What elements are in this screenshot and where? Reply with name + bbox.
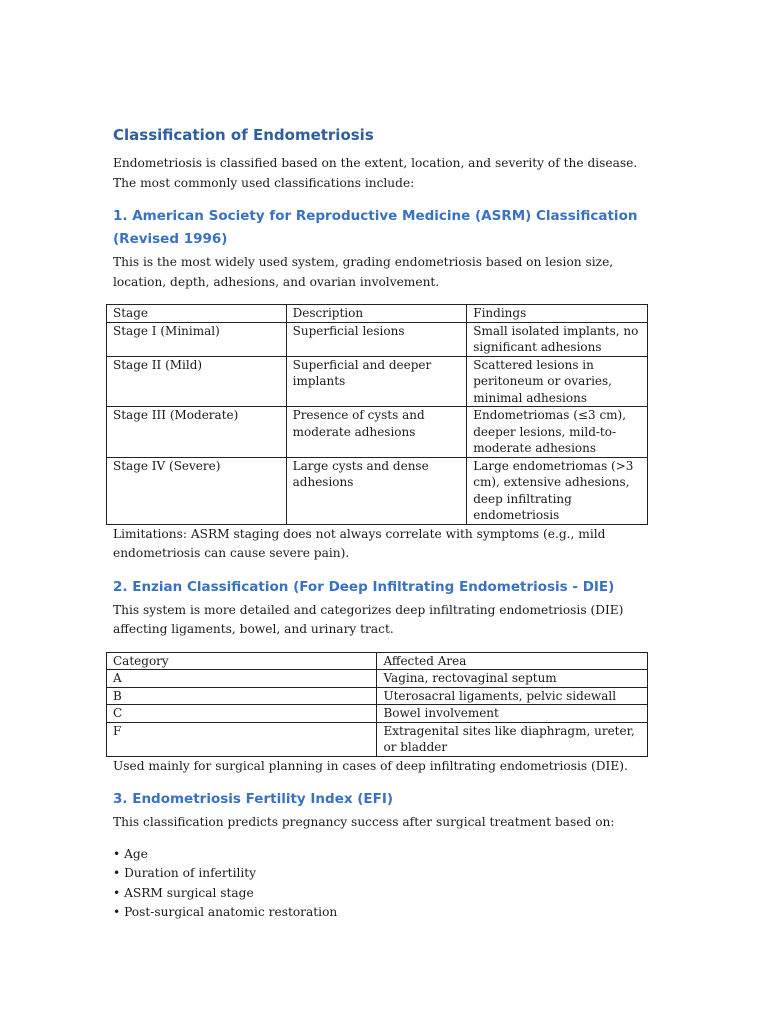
table-cell: B	[107, 687, 377, 705]
table-cell: A	[107, 670, 377, 688]
table-row	[107, 722, 648, 756]
table-row	[107, 407, 648, 458]
table-cell: Stage I (Minimal)	[107, 322, 287, 356]
table-cell: Superficial lesions	[286, 322, 467, 356]
efi-heading: 3. Endometriosis Fertility Index (EFI)	[113, 791, 394, 807]
table-cell: Stage II (Mild)	[107, 356, 287, 407]
list-item: • Age	[113, 845, 653, 865]
enzian-description: This system is more detailed and categorizes deep infiltrating endometriosis (DIE) affecting ligaments, bowel, and urinary tract.	[113, 602, 624, 636]
table-cell: Uterosacral ligaments, pelvic sidewall	[377, 687, 648, 705]
table-row	[107, 705, 648, 723]
table-header-cell: Findings	[467, 305, 648, 323]
enzian-heading: 2. Enzian Classification (For Deep Infiltrating Endometriosis - DIE)	[113, 578, 615, 595]
table-header-row	[107, 305, 648, 323]
table-header-cell: Category	[107, 652, 377, 670]
efi-description: This classification predicts pregnancy success after surgical treatment based on:	[113, 815, 615, 829]
table-cell: Bowel involvement	[377, 705, 648, 723]
table-cell: Small isolated implants, no significant adhesions	[467, 322, 648, 356]
asrm-table	[106, 304, 648, 525]
table-header-cell: Affected Area	[377, 652, 648, 670]
table-cell: Vagina, rectovaginal septum	[377, 670, 648, 688]
intro-paragraph: Endometriosis is classified based on the extent, location, and severity of the disease. The most commonly used classifications include:	[113, 156, 638, 190]
asrm-limitations: Limitations: ASRM staging does not always correlate with symptoms (e.g., mild endometriosis can cause severe pain).	[113, 526, 606, 560]
table-row	[107, 322, 648, 356]
table-row	[107, 356, 648, 407]
table-cell: Large cysts and dense adhesions	[286, 457, 467, 524]
enzian-note: Used mainly for surgical planning in cases of deep infiltrating endometriosis (DIE).	[113, 758, 628, 773]
efi-bullet-list	[113, 845, 653, 923]
table-cell: Endometriomas (≤3 cm), deeper lesions, mild-to-moderate adhesions	[467, 407, 648, 458]
list-item: • Duration of infertility	[113, 864, 653, 884]
table-header-cell: Description	[286, 305, 467, 323]
table-header-row	[107, 652, 648, 670]
asrm-description: This is the most widely used system, grading endometriosis based on lesion size, location, depth, adhesions, and ovarian involvement.	[113, 255, 614, 289]
table-cell: Stage III (Moderate)	[107, 407, 287, 458]
list-item: • ASRM surgical stage	[113, 884, 653, 904]
table-cell: Superficial and deeper implants	[286, 356, 467, 407]
list-item: • Post-surgical anatomic restoration	[113, 903, 653, 923]
table-cell: F	[107, 722, 377, 756]
table-header-cell: Stage	[107, 305, 287, 323]
table-cell: Presence of cysts and moderate adhesions	[286, 407, 467, 458]
document-title: Classification of Endometriosis	[113, 126, 374, 144]
table-row	[107, 687, 648, 705]
table-cell: C	[107, 705, 377, 723]
table-cell: Scattered lesions in peritoneum or ovaries, minimal adhesions	[467, 356, 648, 407]
enzian-table	[106, 652, 648, 757]
asrm-heading: 1. American Society for Reproductive Medicine (ASRM) Classification (Revised 1996)	[113, 208, 638, 247]
table-cell: Large endometriomas (>3 cm), extensive adhesions, deep infiltrating endometriosis	[467, 457, 648, 524]
document-page	[113, 122, 653, 923]
table-row	[107, 457, 648, 524]
table-cell: Stage IV (Severe)	[107, 457, 287, 524]
table-row	[107, 670, 648, 688]
table-cell: Extragenital sites like diaphragm, ureter, or bladder	[377, 722, 648, 756]
